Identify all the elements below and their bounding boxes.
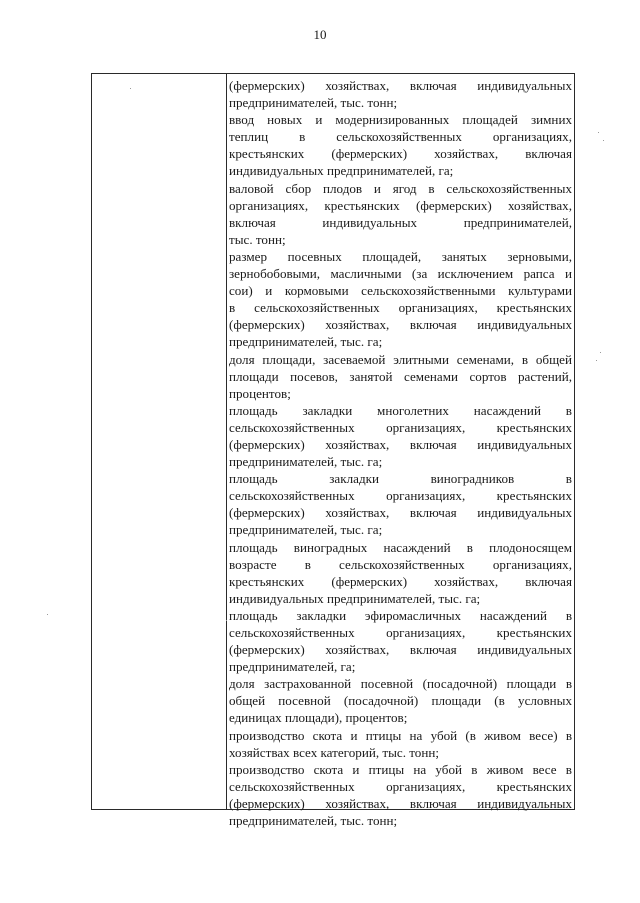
text-line: доля площади, засеваемой элитными семенами, в общей [229,351,572,367]
document-table [91,73,575,829]
text-line: площадь закладки виноградников в [229,471,572,487]
text-line: (фермерских) хозяйствах, включая индивидуальных [229,317,572,333]
scan-speck [47,614,48,615]
table-left-cell [92,74,226,809]
text-line: сельскохозяйственных организациях, крестьянских [229,625,572,640]
text-line: крестьянских (фермерских) хозяйствах, включая [229,146,572,162]
text-line: теплиц в сельскохозяйственных организациях, [229,129,572,145]
text-line: предпринимателей, тыс. тонн; [229,813,398,829]
text-line: (фермерских) хозяйствах, включая индивидуальных [229,795,572,811]
table-right-cell [229,77,572,829]
text-line: (фермерских) хозяйствах, включая индивидуальных [229,436,572,452]
scan-speck [130,88,131,89]
text-line: площадь закладки многолетних насаждений в [229,402,572,418]
text-line: сельскохозяйственных организациях, крестьянских [229,778,572,794]
scan-speck [600,352,601,353]
text-line: площадь виноградных насаждений в плодоносящем [229,539,572,555]
text-line: возрасте в сельскохозяйственных организациях, [229,556,572,572]
text-line: сои) и кормовыми сельскохозяйственными культурами [229,283,572,299]
scan-speck [596,360,597,361]
text-line: доля застрахованной посевной (посадочной) площади в [229,676,572,692]
text-line: размер посевных площадей, занятых зерновыми, [229,248,572,264]
text-line: организациях, крестьянских (фермерских) хозяйствах, [229,197,572,213]
text-line: производство скота и птицы на убой (в живом весе) в [229,727,572,743]
text-line: индивидуальных предпринимателей, тыс. га; [229,590,481,606]
text-line: (фермерских) хозяйствах, включая индивидуальных [229,505,572,521]
text-line: предпринимателей, тыс. га; [229,454,383,470]
text-line: общей посевной (посадочной) площади (в условных [229,693,572,709]
text-line: хозяйствах всех категорий, тыс. тонн; [229,744,440,760]
scan-speck [598,132,599,133]
text-line: предпринимателей, тыс. тонн; [229,95,398,111]
text-line: предпринимателей, га; [229,659,356,675]
text-line: предпринимателей, тыс. га; [229,522,383,538]
text-line: крестьянских (фермерских) хозяйствах, включая [229,573,572,589]
text-line: тыс. тонн; [229,231,286,247]
text-line: площади посевов, занятой семенами сортов растений, [229,368,572,384]
text-line: включая индивидуальных предпринимателей, [229,214,572,230]
text-line: (фермерских) хозяйствах, включая индивидуальных [229,642,572,658]
scan-speck [226,620,227,621]
scan-speck [603,140,604,141]
text-line: производство скота и птицы на убой в живом весе в [229,761,572,777]
text-line: процентов; [229,385,291,401]
text-line: предпринимателей, тыс. га; [229,334,383,350]
text-line: (фермерских) хозяйствах, включая индивидуальных [229,78,572,93]
text-line: индивидуальных предпринимателей, га; [229,163,454,179]
text-line: единицах площади), процентов; [229,710,408,726]
text-line: сельскохозяйственных организациях, крестьянских [229,419,572,435]
text-line: валовой сбор плодов и ягод в сельскохозяйственных [229,180,572,196]
text-line: площадь закладки эфиромасличных насаждений в [229,607,572,623]
text-line: зернобобовыми, масличными (за исключением рапса и [229,266,572,282]
page-number: 10 [313,27,327,42]
text-line: в сельскохозяйственных организациях, крестьянских [229,300,572,316]
text-line: сельскохозяйственных организациях, крестьянских [229,488,572,504]
column-divider [226,74,227,809]
text-line: ввод новых и модернизированных площадей зимних [229,112,572,128]
